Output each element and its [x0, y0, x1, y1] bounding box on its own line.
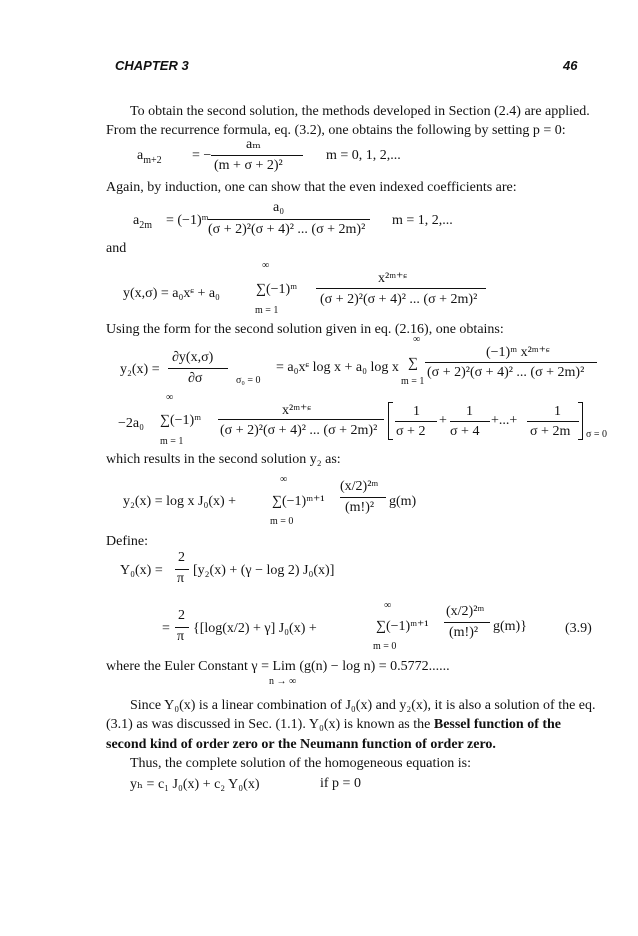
fraction-denominator: (σ + 2)²(σ + 4)² ... (σ + 2m)²: [427, 365, 585, 380]
equation-operator: +: [439, 413, 447, 428]
fraction-numerator: x²ᵐ⁺ᶝ: [282, 403, 312, 418]
fraction-numerator: (x/2)²ᵐ: [340, 479, 379, 494]
summation-lower: m = 0: [270, 516, 294, 527]
fraction-denominator: (σ + 2)²(σ + 4)² ... (σ + 2m)²: [320, 292, 478, 307]
summation-lower: m = 0: [373, 641, 397, 652]
fraction-denominator: (σ + 2)²(σ + 4)² ... (σ + 2m)²: [208, 222, 366, 237]
equation-number: (3.9): [565, 621, 592, 636]
equation-operator: +...+: [491, 413, 518, 428]
solution-condition: if p = 0: [320, 776, 361, 791]
fraction-bar: [527, 421, 579, 422]
summation-upper: ∞: [280, 474, 288, 485]
fraction-numerator: 2: [178, 550, 185, 565]
complete-solution: yₕ = c₁ J₀(x) + c₂ Y₀(x): [130, 777, 260, 792]
fraction-bar: [211, 155, 303, 156]
evaluation-point: σ = 0: [586, 429, 608, 440]
fraction-numerator: (x/2)²ᵐ: [446, 604, 485, 619]
summation: ∑(−1)ᵐ: [256, 282, 298, 297]
equation-term: g(m): [389, 494, 417, 509]
equation-operator: = (−1)ᵐ: [166, 213, 209, 228]
equation-term: = a₀xᶝ log x + a₀ log x: [276, 360, 399, 375]
equation-lhs: $a_{m+2}$: [137, 148, 162, 166]
fraction-numerator: x²ᵐ⁺ᶝ: [378, 271, 408, 286]
equation-lhs: y₂(x) =: [120, 362, 160, 377]
summation-upper: ∞: [166, 392, 174, 403]
summation-upper: ∞: [262, 260, 270, 271]
summation: ∑(−1)ᵐ: [160, 413, 202, 428]
fraction-denominator: σ + 4: [450, 424, 480, 439]
fraction-bar: [175, 627, 189, 628]
page-number: 46: [563, 58, 578, 73]
paragraph-line: Since Y₀(x) is a linear combination of J₀(x) and y₂(x), it is also a solution of the eq.: [130, 698, 596, 713]
evaluation-point: σ₀ = 0: [236, 375, 261, 386]
fraction-bar: [175, 569, 189, 570]
equation-operator: = −: [192, 148, 212, 163]
fraction-numerator: 1: [554, 404, 561, 419]
fraction-bar: [444, 622, 490, 623]
fraction-bar: [340, 497, 386, 498]
fraction-numerator: aₘ: [246, 137, 261, 152]
equation-lhs: y(x,σ) = a₀xᶝ + a₀: [123, 286, 220, 301]
equation-lhs: Y₀(x) =: [120, 563, 163, 578]
equation-lhs: −2a₀: [118, 416, 144, 431]
left-bracket: [388, 402, 393, 440]
paragraph-line: where the Euler Constant γ = Lim (g(n) − log n) = 0.5772......: [106, 659, 450, 674]
fraction-bar: [168, 368, 228, 369]
fraction-numerator: ∂y(x,σ): [172, 350, 214, 365]
right-bracket: [578, 402, 583, 440]
fraction-denominator: (m + σ + 2)²: [214, 158, 283, 173]
fraction-numerator: 2: [178, 608, 185, 623]
fraction-denominator: π: [177, 629, 185, 644]
paragraph-line: second kind of order zero or the Neumann function of order zero.: [106, 737, 496, 752]
fraction-denominator: (σ + 2)²(σ + 4)² ... (σ + 2m)²: [220, 423, 378, 438]
paragraph-line: (3.1) as was discussed in Sec. (1.1). Y₀(x) is known as the Bessel function of the: [106, 717, 562, 732]
summation: ∑: [408, 356, 418, 371]
fraction-numerator: 1: [466, 404, 473, 419]
paragraph-line: which results in the second solution y₂ as:: [106, 452, 341, 467]
fraction-denominator: σ + 2: [396, 424, 426, 439]
paragraph-line: From the recurrence formula, eq. (3.2), one obtains the following by setting p = 0:: [106, 123, 566, 138]
paragraph-line: Using the form for the second solution given in eq. (2.16), one obtains:: [106, 322, 504, 337]
summation-lower: m = 1: [160, 436, 184, 447]
paragraph-line: and: [106, 241, 127, 256]
fraction-bar: [425, 362, 597, 363]
fraction-denominator: π: [177, 571, 185, 586]
paragraph-line: Define:: [106, 534, 148, 549]
paragraph-line: Thus, the complete solution of the homogeneous equation is:: [130, 756, 471, 771]
fraction-bar: [218, 419, 384, 420]
equation-term: g(m)}: [493, 619, 527, 634]
chapter-heading: CHAPTER 3: [115, 58, 189, 73]
summation-upper: ∞: [384, 600, 392, 611]
equation-operator: =: [162, 621, 170, 636]
fraction-numerator: (−1)ᵐ x²ᵐ⁺ᶝ: [486, 345, 550, 360]
summation: ∑(−1)ᵐ⁺¹: [376, 619, 429, 634]
fraction-bar: [208, 219, 370, 220]
fraction-denominator: σ + 2m: [530, 424, 571, 439]
fraction-numerator: a₀: [273, 200, 285, 215]
equation-lhs: y₂(x) = log x J₀(x) +: [123, 494, 237, 509]
equation-lhs: $a_{2m}$: [133, 213, 152, 231]
fraction-bar: [450, 421, 490, 422]
fraction-bar: [316, 288, 486, 289]
summation-upper: ∞: [413, 334, 421, 345]
paragraph-line: Again, by induction, one can show that the even indexed coefficients are:: [106, 180, 517, 195]
equation-term: [y₂(x) + (γ − log 2) J₀(x)]: [193, 563, 335, 578]
fraction-bar: [395, 421, 437, 422]
paragraph-line: To obtain the second solution, the methods developed in Section (2.4) are applied.: [130, 104, 590, 119]
equation-range: m = 0, 1, 2,...: [326, 148, 401, 163]
equation-term: {[log(x/2) + γ] J₀(x) +: [193, 621, 317, 636]
limit-subscript: n → ∞: [269, 676, 297, 687]
fraction-numerator: 1: [413, 404, 420, 419]
summation-lower: m = 1: [255, 305, 279, 316]
fraction-denominator: ∂σ: [188, 371, 203, 386]
equation-range: m = 1, 2,...: [392, 213, 453, 228]
summation: ∑(−1)ᵐ⁺¹: [272, 494, 325, 509]
fraction-denominator: (m!)²: [449, 625, 479, 640]
fraction-denominator: (m!)²: [345, 500, 375, 515]
summation-lower: m = 1: [401, 376, 425, 387]
